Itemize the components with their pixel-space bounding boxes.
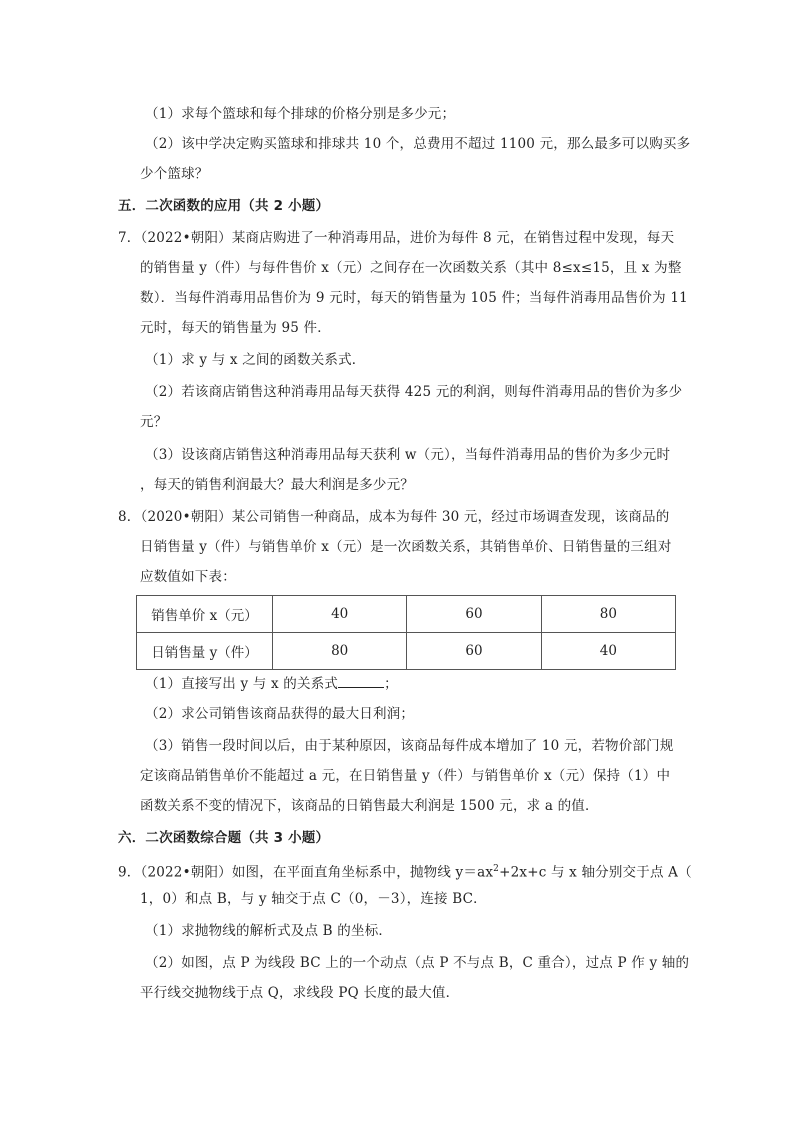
- q6-sub1: （1）求每个篮球和每个排球的价格分别是多少元；: [145, 106, 456, 122]
- exponent: 2: [493, 864, 500, 874]
- q7-sub2-line1: （2）若该商店销售这种消毒用品每天获得 425 元的利润，则每件消毒用品的售价为多少: [145, 384, 683, 400]
- q9-sub1: （1）求抛物线的解析式及点 B 的坐标．: [145, 923, 393, 939]
- q8-sub1: [145, 673, 398, 694]
- q9-sub2-line1: （2）如图，点 P 为线段 BC 上的一个动点（点 P 不与点 B，C 重合），过点 P 作 y 轴的: [145, 955, 690, 971]
- q7-line4: 元时，每天的销售量为 95 件．: [140, 320, 331, 336]
- q8-line1: 8．（2020•朝阳）某公司销售一种商品，成本为每件 30 元，经过市场调查发现，该商品的: [118, 509, 670, 525]
- q9-line1-part-b: +2x+c 与 x 轴分别交于点 A（: [499, 864, 692, 881]
- section-5-title: 五．二次函数的应用（共 2 小题）: [118, 198, 330, 214]
- q8-line2: 日销售量 y（件）与销售单价 x（元）是一次函数关系，其销售单价、日销售量的三组对: [140, 539, 672, 555]
- q6-sub2-line2: 少个篮球？: [140, 166, 209, 182]
- q8-sub3-line2: 定该商品销售单价不能超过 a 元，在日销售量 y（件）与销售单价 x（元）保持（1）中: [140, 768, 671, 784]
- q8-sub2: （2）求公司销售该商品获得的最大日利润；: [145, 706, 415, 722]
- q7-sub1: （1）求 y 与 x 之间的函数关系式．: [145, 352, 366, 368]
- q7-sub3-line1: （3）设该商店销售这种消毒用品每天获利 w（元），当每件消毒用品的售价为多少元时: [145, 447, 671, 463]
- table-cell: 80: [273, 633, 407, 670]
- q9-line1: [118, 859, 692, 883]
- q8-sub3-line3: 函数关系不变的情况下，该商品的日销售最大利润是 1500 元，求 a 的值．: [140, 798, 599, 814]
- price-sales-table: [136, 595, 676, 670]
- q7-sub2-line2: 元？: [140, 414, 168, 430]
- table-cell: 40: [273, 596, 407, 633]
- table-row: [137, 633, 676, 670]
- table-cell: 60: [407, 596, 541, 633]
- q9-sub2-line2: 平行线交抛物线于点 Q，求线段 PQ 长度的最大值．: [140, 985, 460, 1001]
- section-6-title: 六．二次函数综合题（共 3 小题）: [118, 830, 330, 846]
- answer-blank: [338, 673, 384, 688]
- table-row: [137, 596, 676, 633]
- q8-sub3-line1: （3）销售一段时间以后，由于某种原因，该商品每件成本增加了 10 元，若物价部门规: [145, 738, 674, 754]
- q7-line2: 的销售量 y（件）与每件售价 x（元）之间存在一次函数关系（其中 8≤x≤15，且 x 为整: [140, 260, 682, 276]
- table-row-label: 销售单价 x（元）: [137, 596, 273, 633]
- table-cell: 60: [407, 633, 541, 670]
- q8-sub1-end: ；: [384, 676, 398, 692]
- q8-line3: 应数值如下表：: [140, 569, 236, 585]
- q7-line3: 数）．当每件消毒用品售价为 9 元时，每天的销售量为 105 件；当每件消毒用品售价为 11: [140, 290, 688, 306]
- q6-sub2-line1: （2）该中学决定购买篮球和排球共 10 个，总费用不超过 1100 元，那么最多可以购买多: [145, 136, 691, 152]
- table-cell: 40: [541, 633, 675, 670]
- q7-sub3-line2: ，每天的销售利润最大？最大利润是多少元？: [140, 477, 414, 493]
- table-cell: 80: [541, 596, 675, 633]
- table-row-label: 日销售量 y（件）: [137, 633, 273, 670]
- q9-line2: 1，0）和点 B，与 y 轴交于点 C（0，－3），连接 BC．: [140, 891, 487, 907]
- q8-sub1-text: （1）直接写出 y 与 x 的关系式: [145, 676, 339, 692]
- q7-line1: 7．（2022•朝阳）某商店购进了一种消毒用品，进价为每件 8 元，在销售过程中发现，每天: [118, 230, 675, 246]
- q9-line1-part-a: 9．（2022•朝阳）如图，在平面直角坐标系中，抛物线 y＝ax: [118, 864, 494, 881]
